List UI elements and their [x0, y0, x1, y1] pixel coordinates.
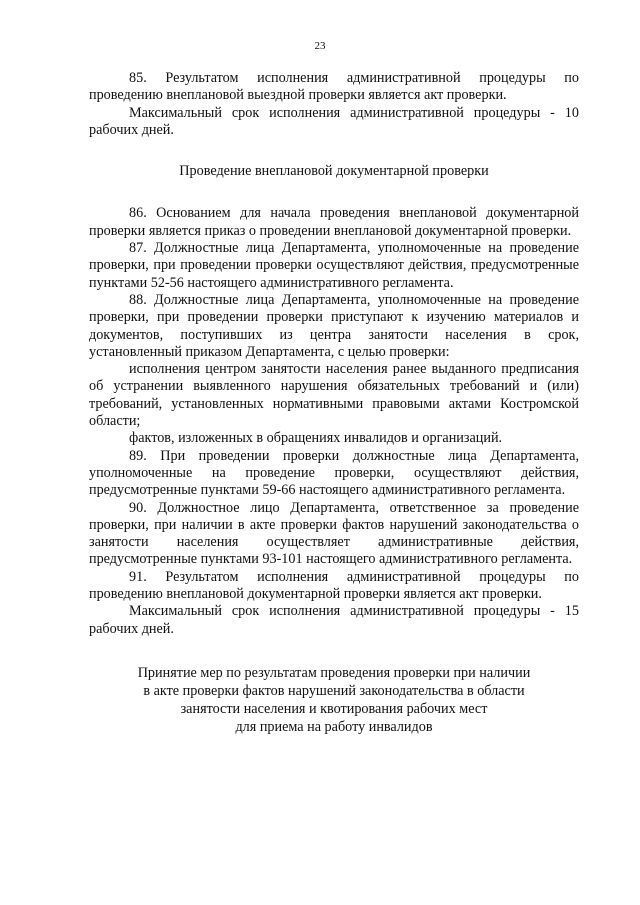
paragraph-86: 86. Основанием для начала проведения внеплановой документарной проверки является приказ о проведении внеплановой документарной проверки.	[89, 205, 579, 239]
section-heading-documentary-inspection: Проведение внеплановой документарной проверки	[179, 163, 489, 180]
paragraph-88: 88. Должностные лица Департамента, уполномоченные на проведение проверки, при проведении проверки приступают к изучению материалов и документов, поступивших из центра занятости населения в срок, установленный приказом Департамента, с целью проверки:	[89, 291, 579, 360]
paragraph-91: 91. Результатом исполнения административной процедуры по проведению внеплановой документарной проверки является акт проверки.	[89, 568, 579, 603]
section-heading-measures-line-2: в акте проверки фактов нарушений законодательства в области	[143, 682, 525, 699]
paragraph-87: 87. Должностные лица Департамента, уполномоченные на проведение проверки, при проведении проверки осуществляют действия, предусмотренные пунктами 52-56 настоящего административного регламента.	[89, 240, 579, 291]
section-heading-measures-line-4: для приема на работу инвалидов	[235, 718, 433, 735]
paragraph-85: 85. Результатом исполнения административной процедуры по проведению внеплановой выездной проверки является акт проверки.	[89, 70, 579, 104]
document-body	[89, 70, 579, 736]
paragraph-89: 89. При проведении проверки должностные лица Департамента, уполномоченные на проведение проверки, осуществляют действия, предусмотренные пунктами 59-66 настоящего административного регламента.	[89, 447, 579, 499]
section-heading-measures-line-1: Принятие мер по результатам проведения проверки при наличии	[137, 664, 531, 681]
paragraph-90: 90. Должностное лицо Департамента, ответственное за проведение проверки, при наличии в акте проверки фактов нарушений законодательства о занятости населения осуществляет административные действия, предусмотренные пунктами 93-101 настоящего административного регламента.	[89, 499, 579, 568]
paragraph-91-term: Максимальный срок исполнения административной процедуры - 15 рабочих дней.	[89, 603, 579, 637]
paragraph-88-item-a: исполнения центром занятости населения ранее выданного предписания об устранении выявленного нарушения обязательных требований и (или) требований, установленных нормативными правовыми актами Костромской области;	[89, 361, 579, 430]
paragraph-88-item-b: фактов, изложенных в обращениях инвалидов и организаций.	[129, 430, 503, 447]
section-heading-measures-line-3: занятости населения и квотирования рабочих мест	[180, 700, 488, 717]
page-number: 23	[314, 40, 326, 52]
paragraph-85-term: Максимальный срок исполнения административной процедуры - 10 рабочих дней.	[89, 104, 579, 138]
section-heading-measures	[89, 664, 579, 736]
